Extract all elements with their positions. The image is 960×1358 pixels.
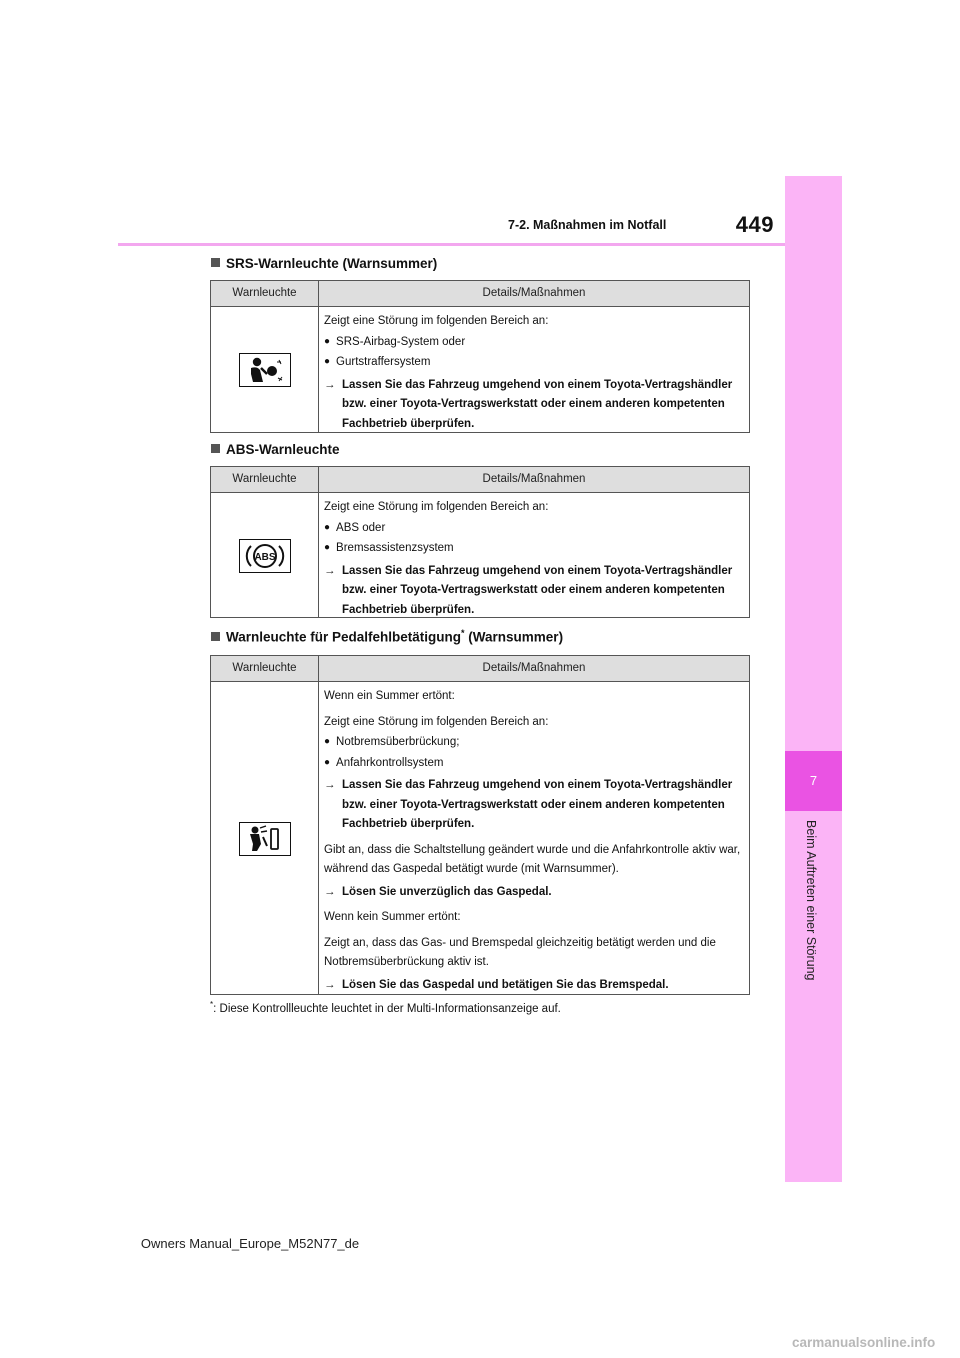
list-item: ● Anfahrkontrollsystem: [324, 753, 741, 774]
abs-icon-label: ABS: [253, 551, 276, 563]
list-item: ● Bremsassistenzsystem: [324, 538, 741, 559]
detail-paragraph: Zeigt an, dass das Gas- und Bremspedal gleichzeitig betätigt werden und die Notbremsüberbrückung aktiv ist.: [324, 936, 716, 968]
heading-bullet: [211, 258, 220, 267]
watermark: carmanualsonline.info: [792, 1335, 936, 1350]
action-text: → Lösen Sie das Gaspedal und betätigen Sie das Bremspedal.: [324, 978, 669, 991]
list-item: ● Gurtstraffersystem: [324, 352, 741, 373]
section-heading-srs: SRS-Warnleuchte (Warnsummer): [211, 256, 437, 271]
list-item: ● SRS-Airbag-System oder: [324, 332, 741, 353]
table-header-details: Details/Maßnahmen: [482, 662, 586, 674]
table-header-warnleuchte: Warnleuchte: [211, 656, 319, 681]
list-item: ● ABS oder: [324, 518, 741, 539]
chapter-number-tab: 7: [785, 751, 842, 811]
heading-bullet: [211, 632, 220, 641]
table-header-warnleuchte: Warnleuchte: [211, 281, 319, 306]
page-number: 449: [735, 212, 774, 237]
detail-paragraph: Wenn ein Summer ertönt:: [324, 690, 455, 702]
chapter-label: Beim Auftreten einer Störung: [804, 820, 818, 981]
chapter-side-strip: [785, 176, 842, 1182]
list-item: ● Notbremsüberbrückung;: [324, 732, 741, 753]
action-text: → Lassen Sie das Fahrzeug umgehend von einem Toyota-Vertragshändler bzw. einer Toyota-Vertragswerkstatt oder einem anderen kompetenten Fachbetrieb überprüfen.: [324, 564, 733, 616]
header-divider: [118, 243, 785, 246]
airbag-warning-icon: [239, 353, 291, 387]
detail-intro: Zeigt eine Störung im folgenden Bereich an:: [324, 501, 549, 513]
detail-paragraph: Wenn kein Summer ertönt:: [324, 911, 461, 923]
page-footer: Owners Manual_Europe_M52N77_de: [140, 1236, 360, 1251]
action-text: → Lösen Sie unverzüglich das Gaspedal.: [324, 885, 552, 898]
table-header-details: Details/Maßnahmen: [482, 473, 586, 485]
srs-warning-table: [210, 280, 750, 433]
action-text: → Lassen Sie das Fahrzeug umgehend von einem Toyota-Vertragshändler bzw. einer Toyota-Vertragswerkstatt oder einem anderen kompetenten Fachbetrieb überprüfen.: [324, 779, 733, 830]
section-title: 7-2. Maßnahmen im Notfall: [508, 218, 667, 232]
pedal-misoperation-warning-icon: [239, 822, 291, 856]
heading-bullet: [211, 444, 220, 453]
section-heading-abs: ABS-Warnleuchte: [211, 442, 340, 457]
abs-warning-table: [210, 466, 750, 618]
detail-paragraph: Gibt an, dass die Schaltstellung geändert wurde und die Anfahrkontrolle aktiv war, während das Gaspedal betätigt wurde (mit Warnsummer).: [324, 843, 741, 875]
pedal-warning-table: [210, 655, 750, 995]
table-header-warnleuchte: Warnleuchte: [211, 467, 319, 492]
footnote: *: Diese Kontrollleuchte leuchtet in der Multi-Informationsanzeige auf.: [210, 1000, 561, 1015]
table-header-details: Details/Maßnahmen: [482, 287, 586, 299]
action-text: → Lassen Sie das Fahrzeug umgehend von einem Toyota-Vertragshändler bzw. einer Toyota-Vertragswerkstatt oder einem anderen kompetenten Fachbetrieb überprüfen.: [324, 378, 733, 430]
detail-intro: Zeigt eine Störung im folgenden Bereich an:: [324, 315, 549, 327]
detail-intro: Zeigt eine Störung im folgenden Bereich an:: [324, 715, 549, 728]
abs-warning-icon: [239, 539, 291, 573]
section-heading-pedal: Warnleuchte für Pedalfehlbetätigung* (Warnsummer): [211, 628, 563, 645]
